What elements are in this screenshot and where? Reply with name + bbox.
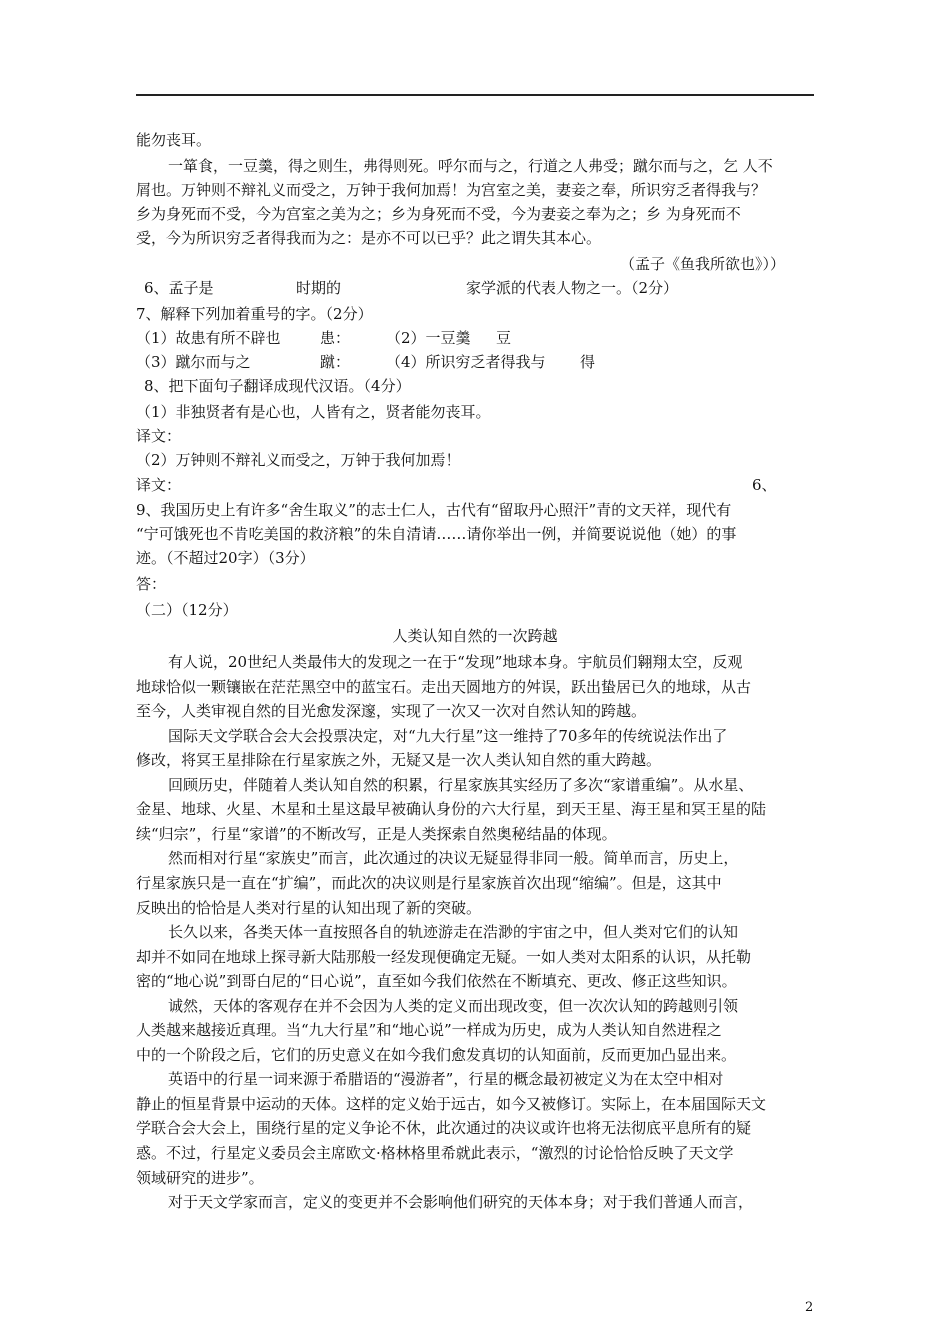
q7-item-2-blank: 豆 <box>496 329 512 347</box>
article-line: 学联合会大会上，围绕行星的定义争论不休，此次通过的决议或许也将无法彻底平息所有的疑 <box>136 1119 752 1137</box>
article-line: 修改，将冥王星排除在行星家族之外，无疑又是一次人类认知自然的重大跨越。 <box>136 751 662 769</box>
stray-number: 6、 <box>752 476 777 494</box>
text-line: 一箪食，一豆羹，得之则生，弗得则死。呼尔而与之，行道之人弗受；蹴尔而与之，乞 人不 <box>168 157 773 175</box>
article-line: 长久以来，各类天体一直按照各自的轨迹游走在浩渺的宇宙之中，但人类对它们的认知 <box>168 923 739 941</box>
article-line: 领域研究的进步”。 <box>136 1169 264 1187</box>
article-line: 英语中的行星一词来源于希腊语的“漫游者”，行星的概念最初被定义为在太空中相对 <box>168 1070 724 1088</box>
article-line: 有人说，20世纪人类最伟大的发现之一在于“发现”地球本身。宇航员们翱翔太空，反观 <box>168 653 743 671</box>
text-line: 受，今为所识穷乏者得我而为之：是亦不可以已乎？此之谓失其本心。 <box>136 229 602 247</box>
q7-item-4: （4）所识穷乏者得我与 <box>386 353 546 371</box>
q7-item-4-blank: 得 <box>580 353 596 371</box>
article-title: 人类认知自然的一次跨越 <box>392 627 558 645</box>
q7-item-1-blank: 患： <box>320 329 351 347</box>
q7-item-2: （2）一豆羹 <box>386 329 471 347</box>
q7-heading: 7、解释下列加着重号的字。（2分） <box>136 305 373 323</box>
q7-item-1: （1）故患有所不辟也 <box>136 329 281 347</box>
article-line: 至今，人类审视自然的目光愈发深邃，实现了一次又一次对自然认知的跨越。 <box>136 702 647 720</box>
article-line: 对于天文学家而言，定义的变更并不会影响他们研究的天体本身；对于我们普通人而言， <box>168 1193 754 1211</box>
article-line: 行星家族只是一直在“扩编”，而此次的决议则是行星家族首次出现“缩编”。但是，这其中 <box>136 874 722 892</box>
article-line: 金星、地球、火星、木星和土星这最早被确认身份的六大行星，到天王星、海王星和冥王星的陆 <box>136 800 767 818</box>
text-line: 乡为身死而不受，今为宫室之美为之；乡为身死而不受，今为妻妾之奉为之；乡 为身死而不 <box>136 205 741 223</box>
q9-answer-label: 答： <box>136 575 167 593</box>
q9-line: “宁可饿死也不肯吃美国的救济粮”的朱自清请……请你举出一例，并简要说说他（她）的事 <box>136 525 737 543</box>
q9-line: 迹。（不超过20字）（3分） <box>136 549 315 567</box>
article-line: 然而相对行星“家族史”而言，此次通过的决议无疑显得非同一般。简单而言，历史上， <box>168 849 739 867</box>
q7-item-3: （3）蹴尔而与之 <box>136 353 251 371</box>
q6-part-a: 6、孟子是 <box>144 279 214 297</box>
text-line: 能勿丧耳。 <box>136 131 212 149</box>
q8-sentence-1: （1）非独贤者有是心也，人皆有之，贤者能勿丧耳。 <box>136 403 491 421</box>
source-citation: （孟子《鱼我所欲也》）） <box>620 255 786 273</box>
article-line: 诚然，天体的客观存在并不会因为人类的定义而出现改变，但一次次认知的跨越则引领 <box>168 997 739 1015</box>
q7-item-3-blank: 蹴： <box>320 353 351 371</box>
q6-part-b: 时期的 <box>296 279 342 297</box>
q8-answer-label-1: 译文： <box>136 427 182 445</box>
article-line: 国际天文学联合会大会投票决定，对“九大行星”这一维持了70多年的传统说法作出了 <box>168 727 728 745</box>
section-heading: （二）（12分） <box>136 601 238 619</box>
article-line: 静止的恒星背景中运动的天体。这样的定义始于远古，如今又被修订。实际上，在本届国际天文 <box>136 1095 767 1113</box>
article-line: 回顾历史，伴随着人类认知自然的积累，行星家族其实经历了多次“家谱重编”。从水星、 <box>168 776 754 794</box>
article-line: 续“归宗”，行星“家谱”的不断改写，正是人类探索自然奥秘结晶的体现。 <box>136 825 617 843</box>
q8-answer-label-2: 译文： <box>136 476 182 494</box>
text-line: 屑也。万钟则不辩礼义而受之，万钟于我何加焉！为宫室之美，妻妾之奉，所识穷乏者得我与？ <box>136 181 767 199</box>
article-line: 反映出的恰恰是人类对行星的认知出现了新的突破。 <box>136 899 482 917</box>
q8-heading: 8、把下面句子翻译成现代汉语。（4分） <box>144 377 411 395</box>
q6-part-c: 家学派的代表人物之一。（2分） <box>466 279 679 297</box>
article-line: 却并不如同在地球上探寻新大陆那般一经发现便确定无疑。一如人类对太阳系的认识，从托勒 <box>136 948 752 966</box>
article-line: 地球恰似一颗镶嵌在茫茫黑空中的蓝宝石。走出天圆地方的舛误，跃出蛰居已久的地球，从古 <box>136 678 752 696</box>
article-line: 惑。不过，行星定义委员会主席欧文·格林格里希就此表示，“激烈的讨论恰恰反映了天文学 <box>136 1144 734 1162</box>
article-line: 密的“地心说”到哥白尼的“日心说”，直至如今我们依然在不断填充、更改、修正这些知识。 <box>136 972 737 990</box>
article-line: 中的一个阶段之后，它们的历史意义在如今我们愈发真切的认知面前，反而更加凸显出来。 <box>136 1046 737 1064</box>
page-number: 2 <box>805 1300 814 1315</box>
article-line: 人类越来越接近真理。当“九大行星”和“地心说”一样成为历史，成为人类认知自然进程之 <box>136 1021 722 1039</box>
q9-line: 9、我国历史上有许多“舍生取义”的志士仁人，古代有“留取丹心照汗”青的文天祥，现代有 <box>136 501 732 519</box>
q8-sentence-2: （2）万钟则不辩礼义而受之，万钟于我何加焉！ <box>136 451 461 469</box>
header-rule <box>136 94 814 96</box>
